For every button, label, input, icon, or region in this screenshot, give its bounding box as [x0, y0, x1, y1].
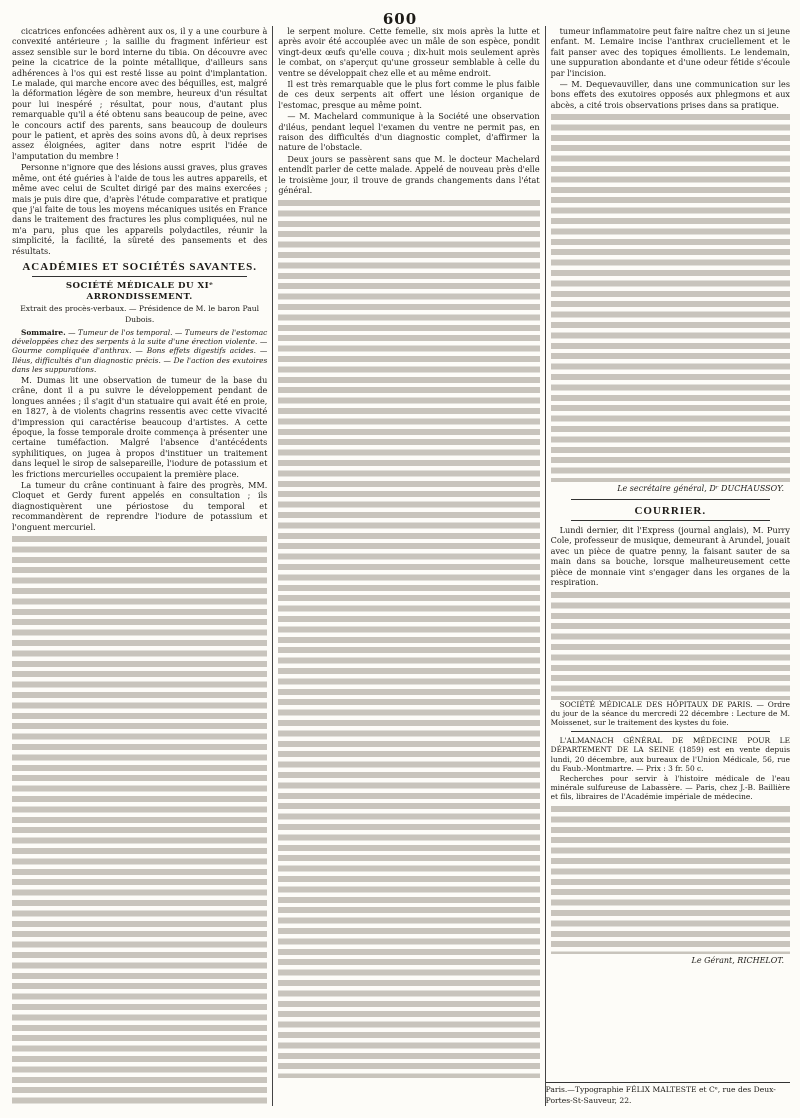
body-text-lines — [551, 590, 790, 700]
column-2 — [272, 26, 544, 1106]
body-text-lines — [551, 804, 790, 954]
paragraph: cicatrices enfoncées adhèrent aux os, il y a une courbure à convexité antérieure ; la saillie du fragment inférieur est assez sensible sur le bord interne du tibia. On découvre avec peine la cicatrice de la pointe métallique, d'ailleurs sans adhérences à l'os qui est resté lisse au point d'implantation. Le malade, qui marche encore avec des béquilles, est, malgré la déformation légère de son membre, heureux d'un résultat pour lui inespéré ; résultat, pour nous, d'autant plus remarquable qu'il a été obtenu sans beaucoup de peine, avec le concours actif des parents, sans beaucoup de douleurs pour le patient, et après des soins avons dû, à deux reprises assez éloignées, agiter dans notre esprit l'idée de l'amputation du membre ! — [12, 26, 268, 161]
body-text-lines — [12, 534, 267, 1106]
society-subtitle: Extrait des procès-verbaux. — Présidence de M. le baron Paul Dubois. — [20, 304, 260, 324]
divider — [571, 499, 770, 500]
paragraph: Deux jours se passèrent sans que M. le docteur Machelard entendît parler de cette malade. Appelé de nouveau près d'elle le troisième jour, il trouve de grands changements dans l'état général. — [278, 153, 540, 196]
paragraph: La tumeur du crâne continuant à faire des progrès, MM. Cloquet et Gerdy furent appelés en consultation ; ils diagnostiquèrent une périostose du temporal et recommandèrent de reprendre l'iodure de potassium et l'onguent mercuriel. — [12, 480, 268, 532]
section-title: ACADÉMIES ET SOCIÉTÉS SAVANTES. — [22, 260, 257, 273]
gerant-signature: Le Gérant, RICHELOT. — [691, 955, 784, 965]
society-title: SOCIÉTÉ MÉDICALE DU XIᵉ ARRONDISSEMENT. — [65, 281, 214, 302]
column-1 — [12, 26, 272, 1106]
imprint: Paris.—Typographie FÉLIX MALTESTE et Cᵉ, rue des Deux-Portes-St-Sauveur, 22. — [546, 1082, 790, 1106]
paragraph: — M. Machelard communique à la Société une observation d'iléus, pendant lequel l'examen du ventre ne permit pas, en raison des difficultés d'un diagnostic complet, d'affirmer la nature de l'obstacle. — [278, 111, 540, 153]
paragraph: Lundi dernier, dit l'Express (journal anglais), M. Purry Cole, professeur de musique, demeurant à Arundel, jouait avec un pièce de quatre penny, la faisant sauter de sa main dans sa bouche, lorsque malheureusement cette pièce de monnaie vint s'engager dans les organes de la respiration. — [550, 525, 790, 588]
paragraph: tumeur inflammatoire peut faire naître chez un si jeune enfant. M. Lemaire incise l'anthrax cruciellement et le fait panser avec des topiques émollients. Le lendemain, une suppuration abondante et d'une odeur fétide s'écoule par l'incision. — [550, 26, 790, 78]
divider — [32, 276, 247, 277]
notice: Recherches pour servir à l'histoire médicale de l'eau minérale sulfureuse de Labassère. — Paris, chez J.-B. Baillière et fils, libraires de l'Académie impériale de médecine. — [550, 773, 790, 802]
signature: Le secrétaire général, Dʳ DUCHAUSSOY. — [617, 484, 784, 494]
summary-label: Sommaire. — [21, 327, 66, 337]
divider — [571, 520, 770, 521]
notice: L'ALMANACH GÉNÉRAL DE MÉDECINE POUR LE DÉPARTEMENT DE LA SEINE (1859) est en vente depuis lundi, 20 décembre, aux bureaux de l'Union Médicale, 56, rue du Faub.-Montmartre. — Prix : 3 fr. 50 c. — [550, 736, 790, 773]
paragraph: Personne n'ignore que des lésions aussi graves, plus graves même, ont été guéries à l'aide de tous les autres appareils, et même avec celui de Scultet dirigé par des mains exercées ; mais je puis dire que, d'après l'étude comparative et pratique que j'ai faite de tous les moyens mécaniques usités en France dans le traitement des fractures les plus compliquées, nul ne m'a paru, plus que les appareils polydactiles, réunir la simplicité, la facilité, la sûreté des pansements et des résultats. — [12, 162, 268, 256]
body-text-lines — [551, 112, 790, 482]
paragraph: Il est très remarquable que le plus fort comme le plus faible de ces deux serpents ait offert une lésion organique de l'estomac, presque au même point. — [278, 79, 540, 110]
summary — [12, 328, 267, 374]
notice: SOCIÉTÉ MÉDICALE DES HÔPITAUX DE PARIS. — Ordre du jour de la séance du mercredi 22 décembre : Lecture de M. Moissenet, sur le traitement des kystes du foie. — [550, 699, 790, 727]
paragraph: — M. Dequevauviller, dans une communication sur les bons effets des exutoires opposés aux phlegmons et aux abcès, a cité trois observations prises dans sa pratique. — [550, 79, 790, 110]
paragraph: M. Dumas lit une observation de tumeur de la base du crâne, dont il a pu suivre le développement pendant de longues années ; il s'agit d'un statuaire qui avait été en proie, en 1827, à de violents chagrins ressentis avec cette vivacité d'impression qui caractérise beaucoup d'artistes. A cette époque, la fosse temporale droite commença à présenter une certaine tuméfaction. Malgré l'absence d'antécédents syphilitiques, on jugea à propos d'instituer un traitement dans lequel le sirop de salsepareille, l'iodure de potassium et les frictions mercurielles occupaient la première place. — [12, 374, 268, 479]
column-3 — [545, 26, 790, 1106]
divider — [571, 731, 770, 732]
body-text-lines — [278, 198, 539, 1078]
paragraph: le serpent molure. Cette femelle, six mois après la lutte et après avoir été accouplée avec un mâle de son espèce, pondit vingt-deux œufs qu'elle couva ; dix-huit mois seulement après le combat, on s'aperçut qu'une grosseur semblable à celle du ventre se développait chez elle et au même endroit. — [278, 26, 540, 78]
courrier-title: COURRIER. — [634, 504, 707, 517]
page-number: 600 — [382, 10, 418, 28]
summary-text: — Tumeur de l'os temporal. — Tumeurs de l'estomac développées chez des serpents à la suite d'une érection violente. — Gourme compliquée d'anthrax. — Bons effets digestifs acides. — Iléus, difficultés d'un diagnostic précis. — De l'action des exutoires dans les suppurations. — [12, 327, 268, 374]
newspaper-columns — [12, 26, 790, 1106]
